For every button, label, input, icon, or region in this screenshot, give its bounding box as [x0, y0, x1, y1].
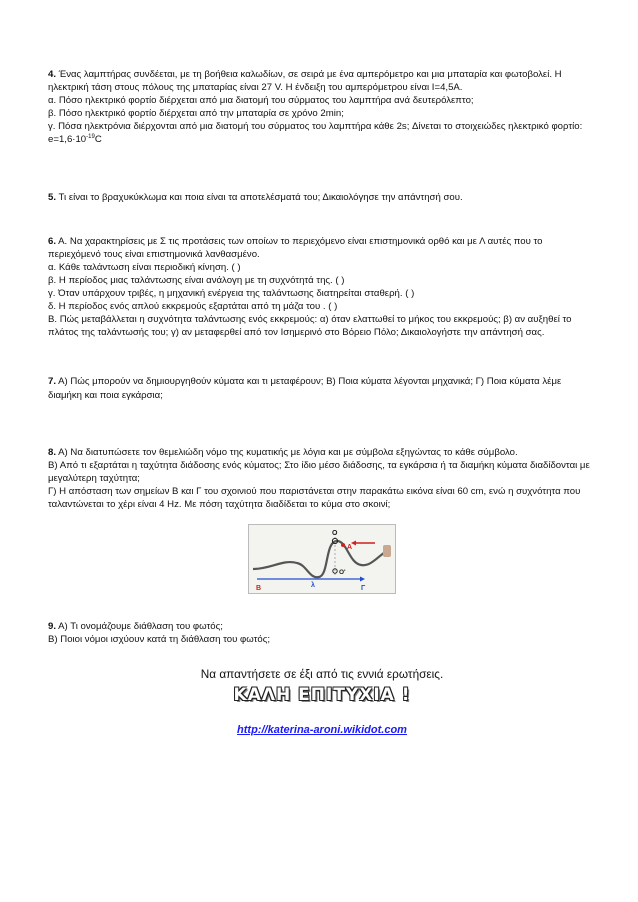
q8-part-a-text: Α) Να διατυπώσετε τον θεμελιώδη νόμο της κυματικής με λόγια και με σύμβολα εξηγώντας το κάθε σύμβολο. — [58, 446, 518, 458]
closing-instruction: Να απαντήσετε σε έξι από τις εννιά ερωτήσεις. — [200, 667, 444, 682]
q6-intro-text: Α. Να χαρακτηρίσεις με Σ τις προτάσεις των οποίων το περιεχόμενο είναι επιστημονικά ορθό και με Λ αυτές που το περιεχόμενό τους είναι επιστημονικά λανθασμένο. — [48, 235, 543, 260]
good-luck-banner: ΚΑΛΗ ΕΠΙΤΥΧΙΑ ! — [233, 685, 411, 706]
q9-part-a-text: Α) Τι ονομάζουμε διάθλαση του φωτός; — [58, 621, 223, 633]
label-a: Α — [347, 544, 353, 552]
q5-number: 5. — [48, 191, 57, 203]
q6-number: 6. — [48, 235, 57, 247]
label-g: Γ — [361, 585, 366, 593]
wave-figure-wrap — [48, 524, 596, 594]
label-o2: Ο' — [339, 569, 346, 577]
label-lambda: λ — [311, 582, 315, 590]
label-b: Β — [256, 585, 262, 593]
q6-item-c: γ. Όταν υπάρχουν τριβές, η μηχανική ενέργεια της ταλάντωσης διατηρείται σταθερή. ( ) — [48, 288, 415, 300]
q9-part-a — [48, 620, 596, 633]
q8-number: 8. — [48, 446, 57, 458]
q6-item-b: β. Η περίοδος μιας ταλάντωσης είναι ανάλογη με τη συχνότητά της. ( ) — [48, 274, 345, 286]
q6-item-d: δ. Η περίοδος ενός απλού εκκρεμούς εξαρτάται από τη μάζα του . ( ) — [48, 301, 338, 313]
q8-part-b: Β) Από τι εξαρτάται η ταχύτητα διάδοσης ενός κύματος; Στο ίδιο μέσο διάδοσης, τα εγκάρσια ή τα διαμήκη κύματα διαδίδονται με μεγαλύτερη ταχύτητα; — [48, 459, 590, 484]
q4-intro-text: Ένας λαμπτήρας συνδέεται, με τη βοήθεια καλωδίων, σε σειρά με ένα αμπερόμετρο και μια μπαταρία και φωτοβολεί. Η ηλεκτρική τάση στους πόλους της μπαταρίας είναι 27 V. Η ένδειξη του αμπερόμετρου είναι Ι=4,5Α. — [48, 69, 562, 94]
question-4 — [48, 68, 596, 147]
label-o: Ο — [332, 530, 338, 538]
figure-background — [249, 525, 395, 593]
q8-part-a — [48, 446, 596, 459]
exam-page — [48, 68, 596, 738]
q4-part-b: β. Πόσο ηλεκτρικό φορτίο διέρχεται από την μπαταρία σε χρόνο 2min; — [48, 108, 344, 120]
q7-body: Α) Πώς μπορούν να δημιουργηθούν κύματα και τι μεταφέρουν; Β) Ποια κύματα λέγονται μηχανικά; Γ) Ποια κύματα λέμε διαμήκη και ποια εγκάρσια; — [48, 376, 562, 401]
q8-part-c: Γ) Η απόσταση των σημείων Β και Γ του σχοινιού που παριστάνεται στην παρακάτω εικόνα είναι 60 cm, ενώ η συχνότητα που ταλαντώνεται το χέρι είναι 4 Hz. Με πόση ταχύτητα διαδίδεται το κύμα στο σκοινί; — [48, 485, 581, 510]
question-9 — [48, 620, 596, 646]
wave-diagram — [249, 525, 395, 593]
q4-unit: C — [94, 134, 102, 146]
website-link[interactable]: http://katerina-aroni.wikidot.com — [237, 724, 407, 737]
question-5 — [48, 191, 596, 204]
point-a-marker — [341, 543, 345, 547]
q4-exponent: -19 — [86, 134, 95, 141]
q6-item-a: α. Κάθε ταλάντωση είναι περιοδική κίνηση. ( ) — [48, 261, 241, 273]
q9-number: 9. — [48, 621, 57, 633]
q6-intro — [48, 235, 596, 261]
q9-part-b: Β) Ποιοι νόμοι ισχύουν κατά τη διάθλαση του φωτός; — [48, 634, 271, 646]
question-6 — [48, 235, 596, 340]
q7-text — [48, 375, 596, 401]
q4-part-c-text: γ. Πόσα ηλεκτρόνια διέρχονται από μια διατομή του σύρματος του λαμπτήρα κάθε 2s; Δίνεται το στοιχειώδες ηλεκτρικό φορτίο: e=1,6·10 — [48, 121, 583, 146]
q4-part-c — [48, 120, 596, 146]
website-link-wrap — [48, 724, 596, 737]
question-7 — [48, 375, 596, 401]
q4-intro — [48, 68, 596, 94]
question-8 — [48, 446, 596, 594]
q4-number: 4. — [48, 69, 57, 80]
q5-text — [48, 191, 596, 204]
q5-body: Τι είναι το βραχυκύκλωμα και ποια είναι τα αποτελέσματά του; Δικαιολόγησε την απάντησή σου. — [58, 191, 463, 203]
q7-number: 7. — [48, 376, 57, 388]
q4-part-a: α. Πόσο ηλεκτρικό φορτίο διέρχεται από μια διατομή του σύρματος του λαμπτήρα ανά δευτερόλεπτο; — [48, 95, 474, 107]
q6-part-b: Β. Πώς μεταβάλλεται η συχνότητα ταλάντωσης ενός εκκρεμούς: α) όταν ελαττωθεί το μήκος του εκκρεμούς; β) αν αυξηθεί το πλάτος της ταλάντωσής του; γ) αν μεταφερθεί από τον Ισημερινό στο Βόρειο Πόλο; Δικαιολογήστε την απάντησή σας. — [48, 314, 572, 339]
hand-shape — [383, 545, 391, 557]
wave-figure — [248, 524, 396, 594]
